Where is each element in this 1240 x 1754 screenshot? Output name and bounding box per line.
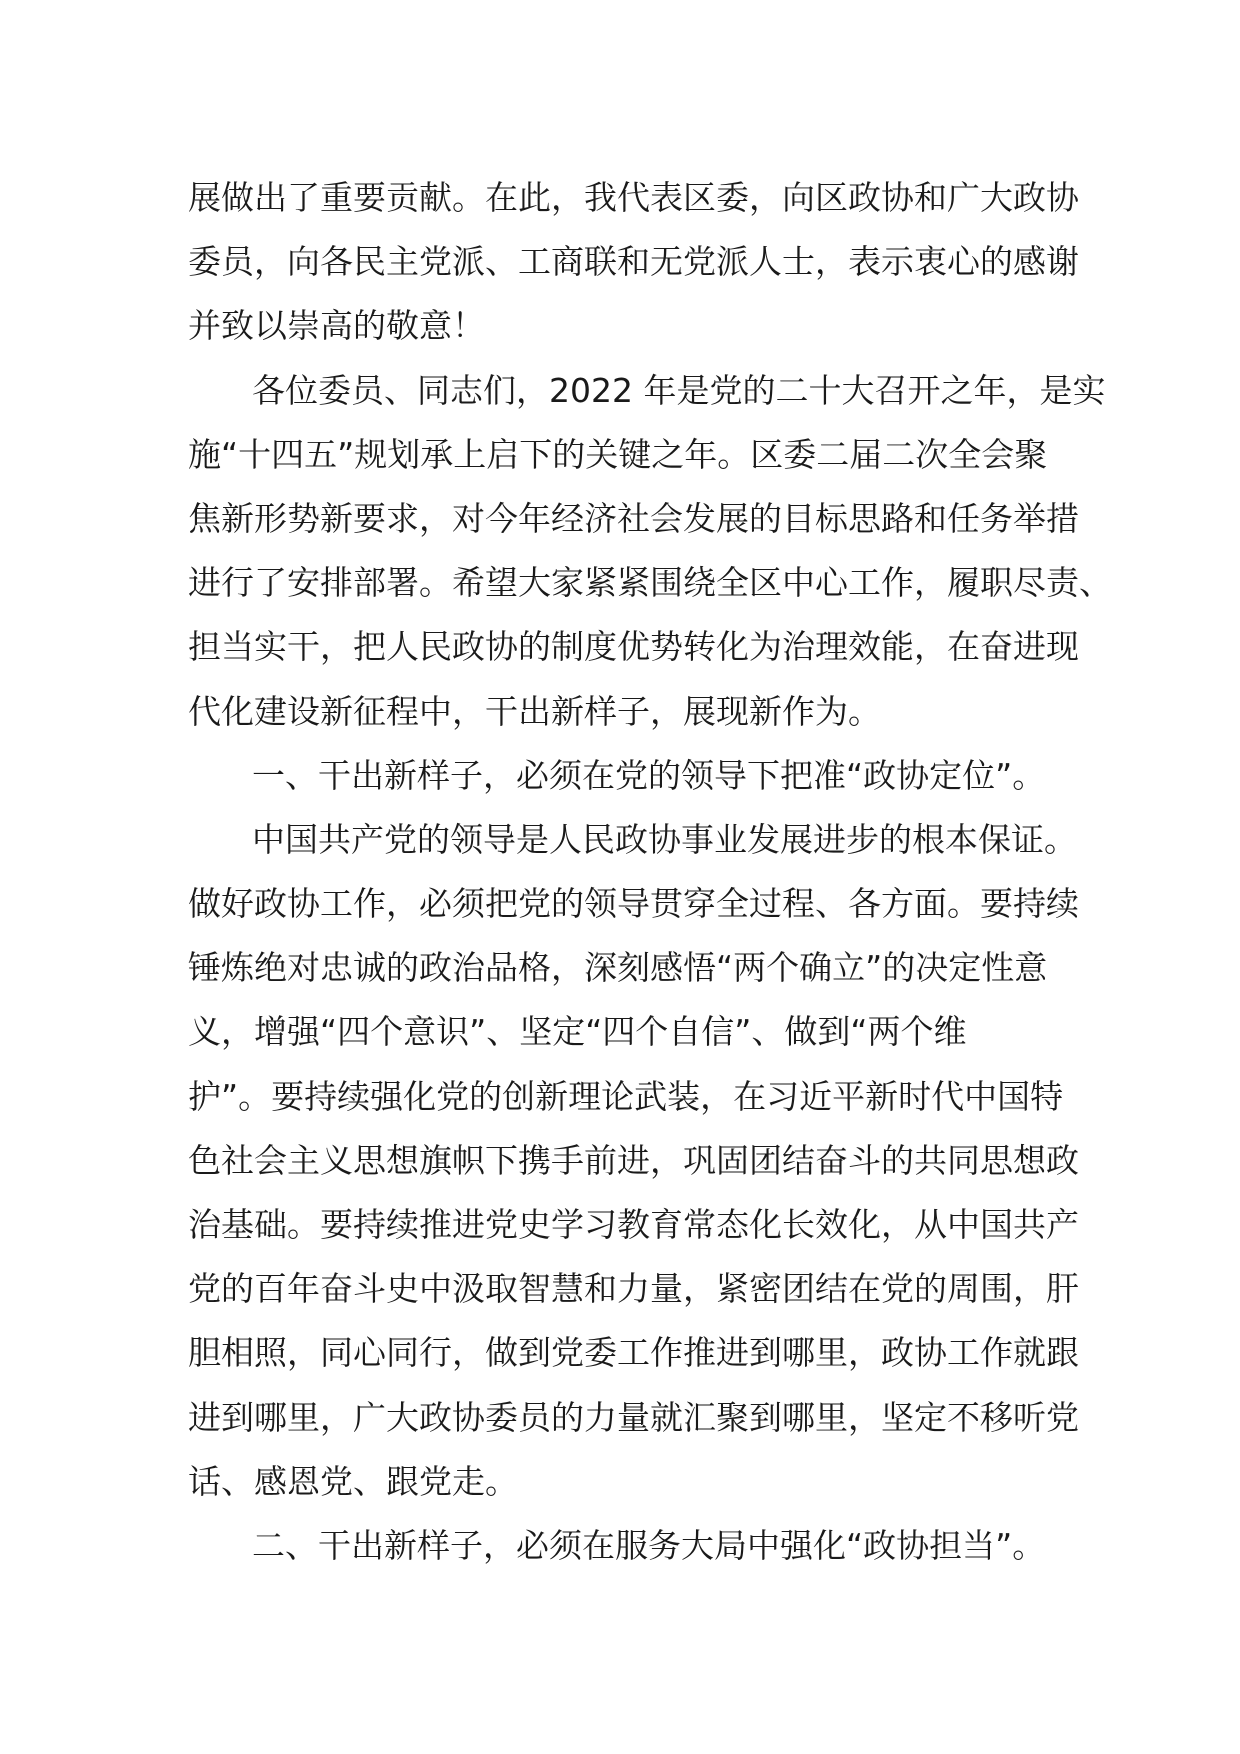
paragraph-first-line: 各位委员、同志们，2022 年是党的二十大召开之年，是实 — [252, 370, 1106, 410]
text-line: 展做出了重要贡献。在此，我代表区委，向区政协和广大政协 — [188, 178, 1079, 217]
text-line: 代化建设新征程中，干出新样子，展现新作为。 — [188, 691, 881, 731]
text-line: 焦新形势新要求，对今年经济社会发展的目标思路和任务举措 — [188, 498, 1079, 538]
text-line: 话、感恩党、跟党走。 — [188, 1461, 518, 1501]
text-line: 并致以崇高的敬意！ — [188, 306, 485, 346]
section-heading-1: 一、干出新样子，必须在党的领导下把准“政协定位”。 — [252, 755, 1046, 795]
text-line: 党的百年奋斗史中汲取智慧和力量，紧密团结在党的周围，肝 — [188, 1269, 1079, 1309]
section-heading-2: 二、干出新样子，必须在服务大局中强化“政协担当”。 — [252, 1525, 1046, 1565]
text-line: 义，增强“四个意识”、坚定“四个自信”、做到“两个维 — [188, 1012, 967, 1052]
text-line: 胆相照，同心同行，做到党委工作推进到哪里，政协工作就跟 — [188, 1333, 1079, 1373]
paragraph-first-line: 中国共产党的领导是人民政协事业发展进步的根本保证。 — [252, 819, 1077, 859]
text-line: 护”。要持续强化党的创新理论武装，在习近平新时代中国特 — [188, 1076, 1064, 1116]
text-line: 色社会主义思想旗帜下携手前进，巩固团结奋斗的共同思想政 — [188, 1140, 1079, 1180]
document-body — [188, 166, 1112, 1578]
text-line: 锤炼绝对忠诚的政治品格，深刻感悟“两个确立”的决定性意 — [188, 948, 1048, 988]
text-line: 施“十四五”规划承上启下的关键之年。区委二届二次全会聚 — [188, 434, 1048, 474]
text-line: 进行了安排部署。希望大家紧紧围绕全区中心工作，履职尽责、 — [188, 563, 1112, 603]
text-line: 治基础。要持续推进党史学习教育常态化长效化，从中国共产 — [188, 1205, 1079, 1244]
text-line: 委员，向各民主党派、工商联和无党派人士，表示衷心的感谢 — [188, 242, 1079, 282]
text-line: 做好政协工作，必须把党的领导贯穿全过程、各方面。要持续 — [188, 884, 1079, 924]
text-line: 进到哪里，广大政协委员的力量就汇聚到哪里，坚定不移听党 — [188, 1397, 1079, 1437]
text-line: 担当实干，把人民政协的制度优势转化为治理效能，在奋进现 — [188, 627, 1079, 667]
